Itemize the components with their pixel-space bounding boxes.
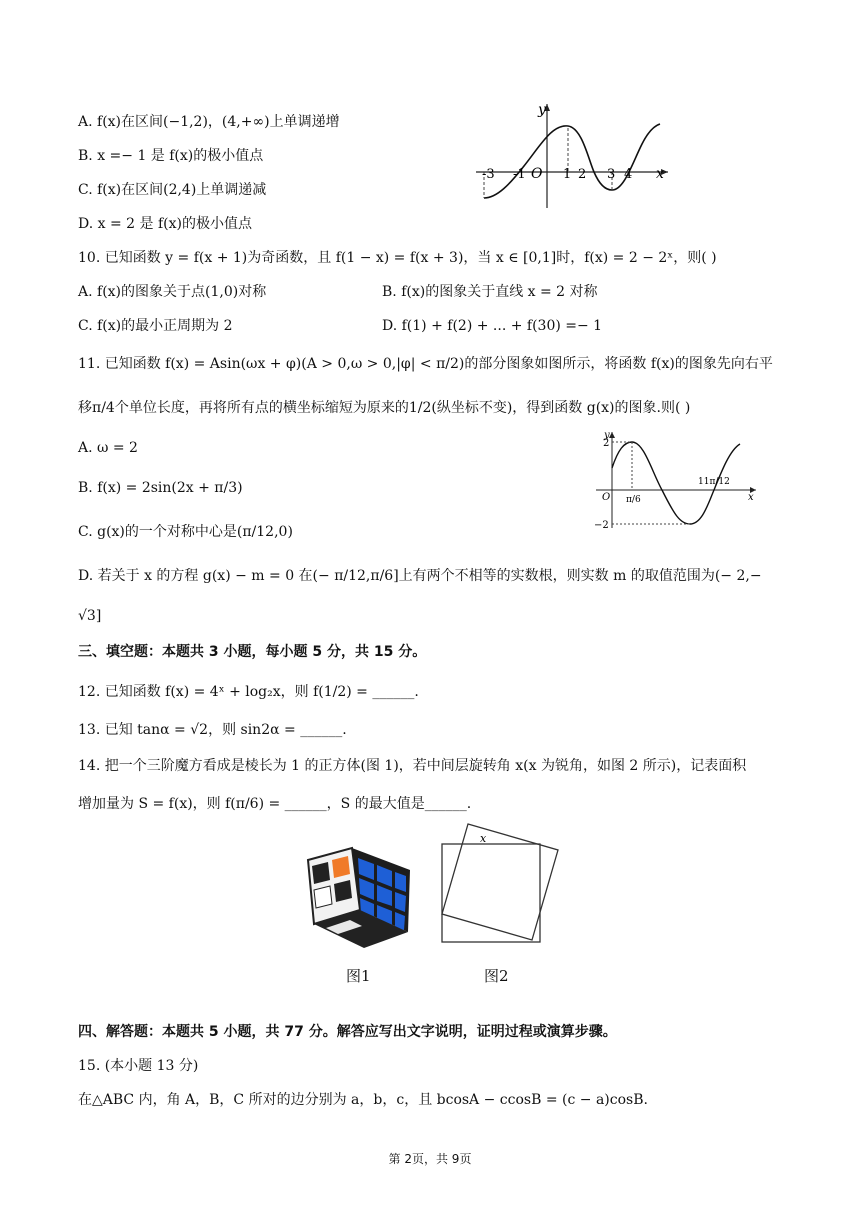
fig1-caption: 图1 — [346, 967, 371, 985]
q10-stem: 10. 已知函数 y = f(x + 1)为奇函数，且 f(1 − x) = f(x + 3)，当 x ∈ [0,1]时，f(x) = 2 − 2ˣ，则( ) — [78, 250, 717, 266]
q11-ymax-label: 2 — [603, 438, 610, 449]
q11-option-d-line2: √3] — [78, 608, 102, 624]
q13-stem: 13. 已知 tanα = √2，则 sin2α = ______. — [78, 722, 347, 738]
rotated-square-figure — [420, 820, 560, 950]
q9-option-b: B. x =− 1 是 f(x)的极小值点 — [78, 148, 264, 164]
q10-option-d: D. f(1) + f(2) + ... + f(30) =− 1 — [382, 318, 603, 334]
q9-tick: 1 — [563, 167, 572, 182]
q11-option-c: C. g(x)的一个对称中心是(π/12,0) — [78, 524, 293, 540]
q14-stem-line2: 增加量为 S = f(x)，则 f(π/6) = ______，S 的最大值是______. — [78, 796, 472, 812]
q14-stem-line1: 14. 把一个三阶魔方看成是棱长为 1 的正方体(图 1)，若中间层旋转角 x(x 为锐角，如图 2 所示)，记表面积 — [78, 758, 747, 774]
q15-stem: 在△ABC 内，角 A，B，C 所对的边分别为 a，b，c，且 bcosA − ccosB = (c − a)cosB. — [78, 1092, 648, 1108]
q15-title: 15. (本小题 13 分) — [78, 1058, 199, 1074]
q10-option-b: B. f(x)的图象关于直线 x = 2 对称 — [382, 284, 598, 300]
section-4-heading: 四、解答题：本题共 5 小题，共 77 分。解答应写出文字说明，证明过程或演算步骤。 — [78, 1024, 617, 1040]
q11-tick-pi6: π/6 — [626, 495, 641, 505]
q11-x-label: x — [748, 492, 754, 503]
fig2-caption: 图2 — [484, 967, 509, 985]
q9-tick: 4 — [624, 167, 633, 182]
q11-stem-line1: 11. 已知函数 f(x) = Asin(ωx + φ)(A > 0,ω > 0,|φ| < π/2)的部分图象如图所示，将函数 f(x)的图象先向右平 — [78, 356, 773, 372]
q9-y-label: y — [538, 102, 546, 118]
q11-option-d-line1: D. 若关于 x 的方程 g(x) − m = 0 在(− π/12,π/6]上有两个不相等的实数根，则实数 m 的取值范围为(− 2,− — [78, 568, 762, 584]
q9-origin-label: O — [531, 166, 543, 182]
q11-tick-11pi12: 11π/12 — [698, 477, 730, 487]
q10-option-c: C. f(x)的最小正周期为 2 — [78, 318, 233, 334]
page-footer: 第 2页，共 9页 — [388, 1152, 472, 1166]
q11-sine-graph — [590, 428, 760, 532]
q12-stem: 12. 已知函数 f(x) = 4ˣ + log₂x，则 f(1/2) = ______. — [78, 684, 419, 700]
q10-option-a: A. f(x)的图象关于点(1,0)对称 — [78, 284, 267, 300]
q9-tick: -3 — [482, 167, 495, 182]
q9-option-d: D. x = 2 是 f(x)的极小值点 — [78, 216, 252, 232]
q11-y-label: y — [604, 430, 610, 441]
rubiks-cube-figure — [298, 840, 418, 960]
q9-tick: 2 — [578, 167, 587, 182]
q11-option-a: A. ω = 2 — [78, 440, 138, 456]
q9-option-a: A. f(x)在区间(−1,2)，(4,+∞)上单调递增 — [78, 114, 340, 130]
q9-tick: -1 — [513, 167, 526, 182]
q11-origin-label: O — [602, 492, 611, 503]
q11-option-b: B. f(x) = 2sin(2x + π/3) — [78, 480, 243, 496]
section-3-heading: 三、填空题：本题共 3 小题，每小题 5 分，共 15 分。 — [78, 644, 427, 660]
q11-stem-line2: 移π/4个单位长度，再将所有点的横坐标缩短为原来的1/2(纵坐标不变)，得到函数 g(x)的图象.则( ) — [78, 400, 691, 416]
q9-tick: 3 — [607, 167, 616, 182]
q9-function-graph — [472, 98, 672, 210]
q11-ymin-label: −2 — [594, 520, 609, 531]
q9-option-c: C. f(x)在区间(2,4)上单调递减 — [78, 182, 267, 198]
q9-x-label: x — [656, 166, 664, 182]
fig2-angle-label: x — [480, 832, 487, 845]
q9-curve — [484, 124, 660, 198]
